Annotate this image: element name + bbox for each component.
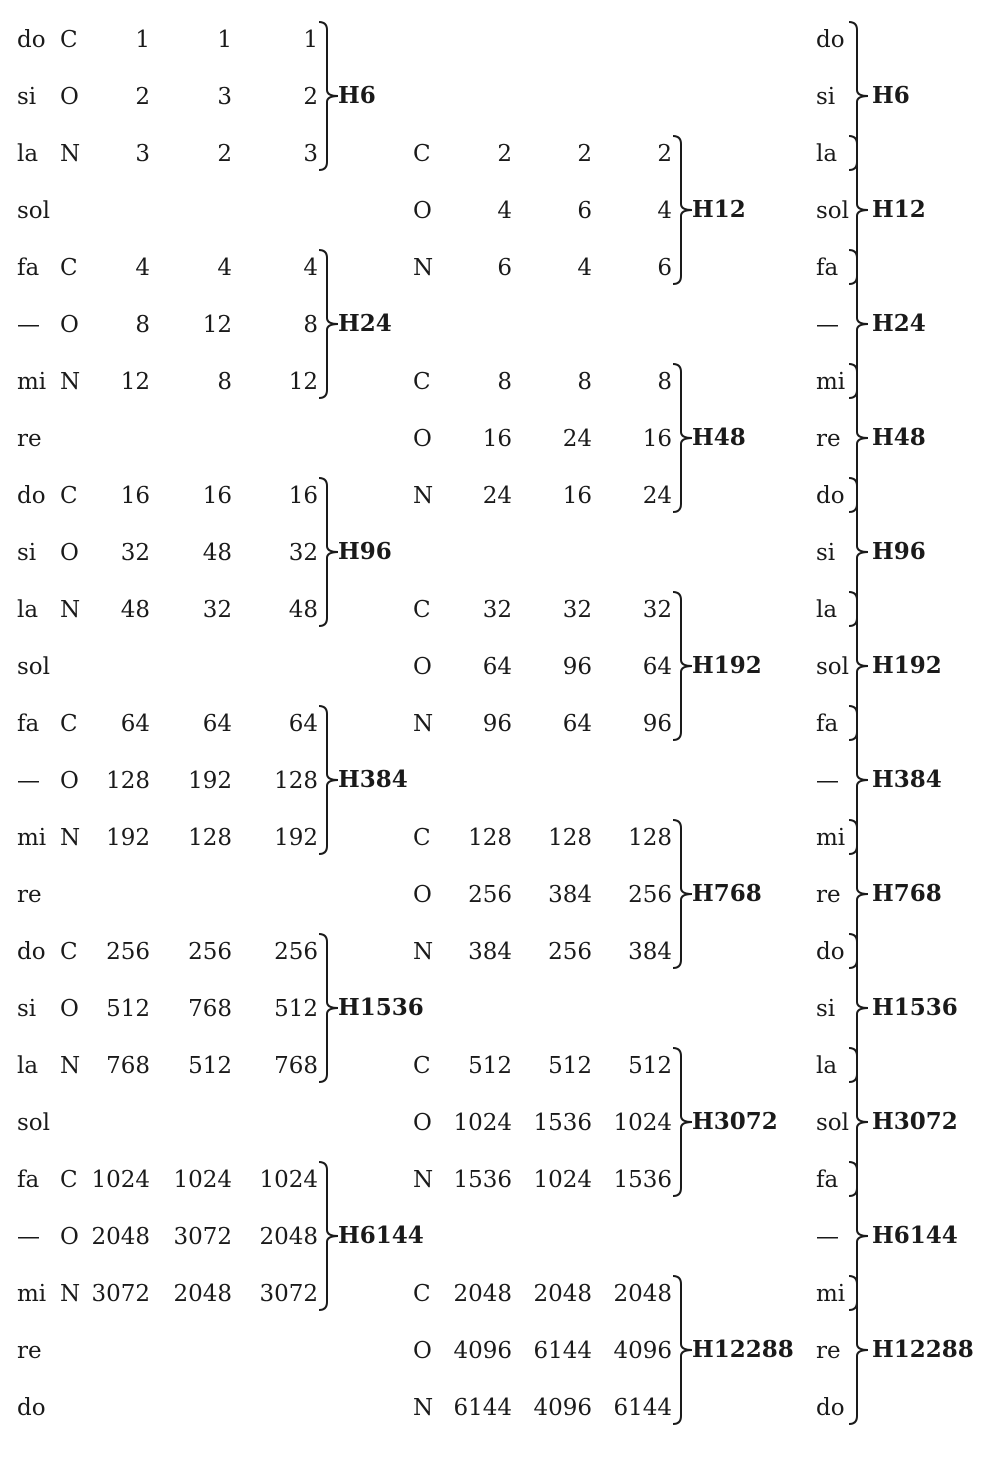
syllable-label: do [17,483,46,509]
harmonic-label: H768 [692,880,762,907]
harmonic-label: H1536 [338,994,424,1021]
value-cell: 128 [548,825,592,851]
element-letter: N [60,369,81,395]
value-cell: 512 [106,996,150,1022]
syllable-label: fa [17,711,40,737]
element-letter: O [60,768,79,794]
value-cell: 3 [303,141,318,167]
value-cell: 4096 [533,1395,592,1421]
element-letter: C [60,1167,78,1193]
element-letter: N [413,939,434,965]
element-letter: N [413,483,434,509]
value-cell: 96 [482,711,512,737]
harmonic-label: H12288 [872,1336,974,1363]
syllable-label: — [17,768,40,794]
element-letter: O [60,312,79,338]
syllable-label: sol [816,198,850,224]
element-letter: C [413,369,431,395]
syllable-label: mi [17,1281,47,1307]
element-letter: O [413,1338,432,1364]
syllable-label: do [816,939,845,965]
value-cell: 32 [562,597,592,623]
value-cell: 8 [497,369,512,395]
value-cell: 256 [628,882,672,908]
syllable-label: fa [816,711,839,737]
syllable-label: do [17,1395,46,1421]
syllable-label: re [17,1338,42,1364]
harmonic-label: H192 [692,652,762,679]
syllable-label: — [816,768,839,794]
syllable-label: la [17,141,39,167]
value-cell: 16 [288,483,318,509]
harmonic-label: H6144 [872,1222,958,1249]
syllable-label: si [816,540,836,566]
syllable-label: si [816,84,836,110]
harmonic-label: H48 [692,424,746,451]
value-cell: 8 [303,312,318,338]
value-cell: 256 [548,939,592,965]
value-cell: 1024 [453,1110,512,1136]
value-cell: 4096 [453,1338,512,1364]
harmonic-label: H12 [692,196,746,223]
value-cell: 512 [274,996,318,1022]
value-cell: 768 [274,1053,318,1079]
element-letter: N [60,1053,81,1079]
element-letter: C [413,141,431,167]
value-cell: 512 [628,1053,672,1079]
value-cell: 64 [288,711,318,737]
value-cell: 6 [497,255,512,281]
value-cell: 128 [106,768,150,794]
harmonic-label: H1536 [872,994,958,1021]
value-cell: 2 [657,141,672,167]
value-cell: 8 [577,369,592,395]
value-cell: 384 [468,939,512,965]
value-cell: 32 [202,597,232,623]
value-cell: 4 [217,255,232,281]
value-cell: 64 [120,711,150,737]
element-letter: C [413,1053,431,1079]
syllable-label: mi [816,1281,846,1307]
syllable-label: la [816,597,838,623]
value-cell: 3 [135,141,150,167]
element-letter: N [60,597,81,623]
value-cell: 96 [562,654,592,680]
value-cell: 1 [135,27,150,53]
element-letter: C [60,255,78,281]
value-cell: 48 [120,597,150,623]
value-cell: 128 [274,768,318,794]
harmonic-label: H768 [872,880,942,907]
value-cell: 1 [217,27,232,53]
value-cell: 32 [288,540,318,566]
value-cell: 64 [642,654,672,680]
value-cell: 768 [106,1053,150,1079]
syllable-label: fa [17,255,40,281]
value-cell: 32 [642,597,672,623]
syllable-label: do [17,27,46,53]
element-letter: N [413,711,434,737]
syllable-label: do [816,1395,845,1421]
value-cell: 1536 [533,1110,592,1136]
syllable-label: do [17,939,46,965]
value-cell: 192 [106,825,150,851]
value-cell: 2048 [453,1281,512,1307]
value-cell: 16 [642,426,672,452]
value-cell: 6 [657,255,672,281]
syllable-label: re [816,1338,841,1364]
harmonic-label: H3072 [692,1108,778,1135]
syllable-label: — [17,1224,40,1250]
value-cell: 512 [468,1053,512,1079]
value-cell: 4096 [613,1338,672,1364]
value-cell: 24 [482,483,512,509]
value-cell: 2 [577,141,592,167]
value-cell: 2048 [613,1281,672,1307]
harmonic-label: H6 [338,82,376,109]
harmonic-label: H384 [338,766,408,793]
value-cell: 768 [188,996,232,1022]
syllable-label: sol [816,1110,850,1136]
harmonic-label: H384 [872,766,942,793]
element-letter: O [413,1110,432,1136]
value-cell: 3072 [173,1224,232,1250]
syllable-label: fa [816,1167,839,1193]
syllable-label: la [17,1053,39,1079]
value-cell: 4 [657,198,672,224]
value-cell: 6 [577,198,592,224]
element-letter: N [60,825,81,851]
value-cell: 256 [106,939,150,965]
harmonic-label: H192 [872,652,942,679]
value-cell: 1536 [613,1167,672,1193]
value-cell: 16 [562,483,592,509]
value-cell: 2048 [533,1281,592,1307]
value-cell: 12 [120,369,150,395]
value-cell: 96 [642,711,672,737]
value-cell: 384 [548,882,592,908]
value-cell: 64 [202,711,232,737]
value-cell: 128 [188,825,232,851]
syllable-label: si [816,996,836,1022]
value-cell: 192 [188,768,232,794]
value-cell: 64 [562,711,592,737]
value-cell: 32 [482,597,512,623]
value-cell: 4 [135,255,150,281]
value-cell: 256 [468,882,512,908]
harmonic-label: H96 [872,538,926,565]
element-letter: C [413,1281,431,1307]
value-cell: 1 [303,27,318,53]
element-letter: O [60,996,79,1022]
syllable-label: re [816,882,841,908]
value-cell: 48 [202,540,232,566]
element-letter: N [413,1395,434,1421]
value-cell: 12 [288,369,318,395]
syllable-label: sol [17,198,51,224]
value-cell: 192 [274,825,318,851]
value-cell: 384 [628,939,672,965]
value-cell: 2 [217,141,232,167]
element-letter: O [413,426,432,452]
element-letter: N [60,141,81,167]
element-letter: O [60,1224,79,1250]
syllable-label: la [17,597,39,623]
value-cell: 2 [135,84,150,110]
value-cell: 24 [642,483,672,509]
harmonic-label: H3072 [872,1108,958,1135]
element-letter: C [60,711,78,737]
value-cell: 512 [548,1053,592,1079]
syllable-label: sol [816,654,850,680]
syllable-label: la [816,141,838,167]
harmonic-label: H6144 [338,1222,424,1249]
value-cell: 16 [120,483,150,509]
value-cell: 1536 [453,1167,512,1193]
syllable-label: re [816,426,841,452]
element-letter: N [60,1281,81,1307]
element-letter: C [60,27,78,53]
value-cell: 4 [303,255,318,281]
value-cell: 1024 [91,1167,150,1193]
syllable-label: la [816,1053,838,1079]
syllable-label: fa [17,1167,40,1193]
value-cell: 256 [274,939,318,965]
value-cell: 128 [468,825,512,851]
value-cell: 24 [562,426,592,452]
syllable-label: fa [816,255,839,281]
element-letter: C [413,825,431,851]
value-cell: 8 [135,312,150,338]
element-letter: C [60,939,78,965]
value-cell: 2 [303,84,318,110]
value-cell: 512 [188,1053,232,1079]
syllable-label: — [816,312,839,338]
value-cell: 12 [202,312,232,338]
element-letter: O [413,198,432,224]
element-letter: O [60,540,79,566]
syllable-label: re [17,882,42,908]
value-cell: 2 [497,141,512,167]
value-cell: 6144 [453,1395,512,1421]
harmonic-label: H24 [872,310,926,337]
value-cell: 4 [577,255,592,281]
harmonic-label: H96 [338,538,392,565]
syllable-label: — [17,312,40,338]
value-cell: 4 [497,198,512,224]
value-cell: 3 [217,84,232,110]
syllable-label: si [17,84,37,110]
syllable-label: do [816,483,845,509]
value-cell: 128 [628,825,672,851]
syllable-label: mi [17,369,47,395]
value-cell: 8 [657,369,672,395]
harmonic-label: H12288 [692,1336,794,1363]
value-cell: 64 [482,654,512,680]
syllable-label: mi [816,825,846,851]
value-cell: 16 [202,483,232,509]
harmonic-label: H24 [338,310,392,337]
element-letter: C [60,483,78,509]
harmonic-label: H6 [872,82,910,109]
element-letter: O [60,84,79,110]
element-letter: N [413,255,434,281]
value-cell: 256 [188,939,232,965]
value-cell: 32 [120,540,150,566]
value-cell: 1024 [613,1110,672,1136]
value-cell: 2048 [259,1224,318,1250]
syllable-label: si [17,996,37,1022]
syllable-label: — [816,1224,839,1250]
element-letter: O [413,654,432,680]
syllable-label: sol [17,654,51,680]
syllable-label: mi [17,825,47,851]
value-cell: 16 [482,426,512,452]
value-cell: 2048 [173,1281,232,1307]
group-brace [848,1274,872,1426]
element-letter: O [413,882,432,908]
value-cell: 1024 [173,1167,232,1193]
value-cell: 8 [217,369,232,395]
value-cell: 48 [288,597,318,623]
syllable-label: sol [17,1110,51,1136]
syllable-label: si [17,540,37,566]
syllable-label: re [17,426,42,452]
value-cell: 1024 [533,1167,592,1193]
syllable-label: mi [816,369,846,395]
value-cell: 1024 [259,1167,318,1193]
value-cell: 6144 [613,1395,672,1421]
syllable-label: do [816,27,845,53]
harmonic-label: H12 [872,196,926,223]
value-cell: 3072 [259,1281,318,1307]
element-letter: N [413,1167,434,1193]
value-cell: 3072 [91,1281,150,1307]
value-cell: 6144 [533,1338,592,1364]
element-letter: C [413,597,431,623]
value-cell: 2048 [91,1224,150,1250]
harmonic-label: H48 [872,424,926,451]
